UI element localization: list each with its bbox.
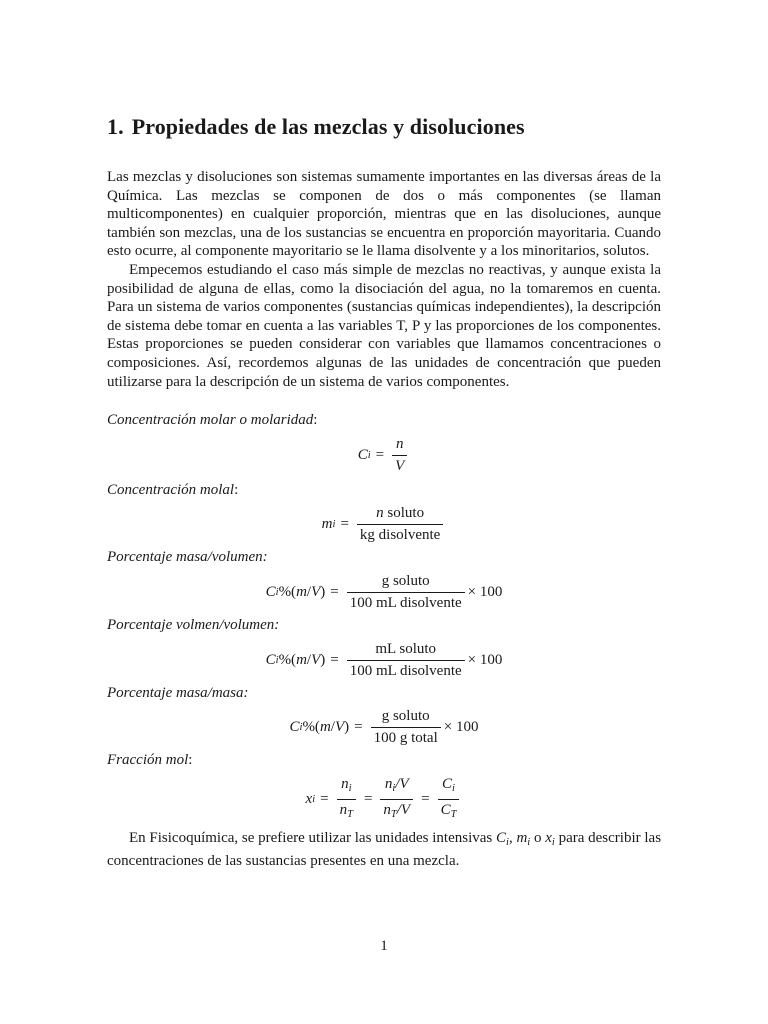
eq-symbol: m — [296, 583, 307, 600]
equation-molarity: C i = $\frac{n}{V}$ — [107, 436, 661, 475]
eq-subscript: i — [367, 449, 371, 461]
eq-symbol: x — [305, 790, 313, 807]
definition-label-mole-fraction — [107, 751, 661, 770]
fraction-denominator: V — [392, 455, 407, 475]
fraction-numerator: g soluto — [381, 708, 430, 725]
eq-text: ) — [344, 719, 350, 736]
eq-text: / — [306, 583, 312, 600]
eq-text: ) — [320, 651, 326, 668]
eq-symbol: m — [319, 719, 331, 736]
fraction — [347, 573, 465, 612]
fraction — [438, 776, 460, 823]
eq-subscript: i — [348, 782, 352, 794]
fraction-denominator — [380, 799, 413, 823]
eq-subscript: i — [275, 654, 279, 666]
eq-subscript: i — [275, 586, 279, 598]
eq-subscript: i — [551, 836, 555, 848]
definition-label-text: Fracción mol — [107, 752, 189, 769]
fraction — [337, 776, 356, 823]
eq-subscript: i — [452, 782, 455, 794]
fraction — [347, 641, 465, 680]
fraction-numerator: g soluto — [381, 572, 430, 589]
definition-label-text: Porcentaje masa/masa: — [107, 684, 249, 701]
eq-symbol: n — [384, 775, 393, 792]
eq-subscript: i — [299, 722, 303, 734]
eq-symbol: V — [334, 719, 345, 736]
eq-subscript: T — [450, 808, 457, 820]
fraction — [371, 708, 441, 747]
definition-label-volume-volume — [107, 616, 661, 635]
fraction — [392, 436, 407, 475]
equation-mass-mass: C i %( m / V ) = $\frac{\text{g soluto}}{\text{100 g total}}$ × 100 — [289, 708, 479, 747]
eq-symbol: C — [442, 775, 453, 792]
eq-text: ) — [320, 583, 326, 600]
eq-text: soluto — [383, 505, 425, 522]
fraction-denominator: kg disolvente — [357, 524, 443, 544]
eq-symbol: V — [311, 583, 321, 600]
fraction-numerator: mL soluto — [375, 640, 437, 657]
fraction-denominator: 100 g total — [371, 727, 441, 747]
definition-label-molarity — [107, 411, 661, 430]
equation-volume-volume: C i %( m / V ) = $\frac{\text{mL soluto}}{\text{100 mL disolvente}}$ × 100 — [265, 640, 503, 679]
eq-symbol: n — [376, 505, 384, 522]
section-number: 1. — [107, 114, 124, 139]
eq-symbol: x — [545, 829, 552, 846]
eq-text: /V — [396, 801, 411, 818]
fraction-numerator — [373, 505, 427, 524]
eq-text: / — [306, 651, 312, 668]
eq-text: / — [330, 719, 335, 736]
section-heading — [107, 112, 661, 142]
eq-symbol: C — [357, 446, 368, 463]
definition-label-colon: : — [234, 481, 239, 498]
eq-symbol: n — [339, 801, 348, 818]
paragraph-closing — [107, 829, 661, 871]
eq-subscript: i — [506, 836, 509, 848]
page-number: 1 — [380, 938, 388, 954]
eq-text: /V — [395, 775, 409, 792]
fraction-numerator — [382, 776, 412, 799]
eq-factor: × 100 — [467, 651, 503, 668]
eq-subscript: T — [347, 808, 353, 820]
closing-text: En Fisicoquímica, se prefiere utilizar las unidades intensivas — [129, 829, 496, 846]
fraction-denominator — [337, 799, 356, 823]
fraction-numerator — [338, 776, 354, 799]
fraction-denominator: 100 mL disolvente — [347, 592, 465, 612]
definition-label-molality — [107, 481, 661, 500]
eq-factor: × 100 — [467, 583, 503, 600]
definition-label-text: Concentración molal — [107, 481, 235, 498]
eq-symbol: C — [496, 829, 507, 846]
eq-symbol: C — [289, 719, 300, 736]
eq-symbol: n — [383, 801, 391, 818]
definition-label-text: Porcentaje masa/volumen: — [107, 549, 268, 566]
paragraph-intro: Las mezclas y disoluciones son sistemas sumamente importantes en las diversas áreas de la Química. Las mezclas se componen de dos o más componentes (se llaman multicomponentes) en cualquier proporción, mientras que en las disoluciones, aunque también son mezclas, una de los sustancias se encuentra en proporción mayoritaria. Cuando esto ocurre, al componente mayoritario se le llama disolvente y a los minoritarios, solutos. — [107, 169, 661, 260]
equation-mole-fraction: x i = $\frac{n_i}{n_T}$ = $\frac{n_i/V}{n_T/V}$ = $\frac{C_i}{C_T}$ — [107, 776, 661, 823]
equation-molality: m i = $\frac{\text{n soluto}}{\text{kg disolvente}}$ — [107, 505, 661, 544]
closing-text: , — [508, 829, 517, 846]
eq-text: %( — [302, 719, 320, 736]
eq-text: %( — [278, 583, 297, 600]
eq-symbol: V — [311, 651, 321, 668]
eq-factor: × 100 — [443, 719, 479, 736]
definition-label-text: Concentración molar o molaridad — [107, 412, 314, 429]
eq-symbol: C — [440, 801, 451, 818]
eq-subscript: i — [312, 793, 316, 805]
eq-symbol: C — [265, 583, 276, 600]
definition-label-text: Porcentaje volmen/volumen: — [107, 616, 280, 633]
fraction-numerator — [439, 776, 458, 799]
paragraph-components: Empecemos estudiando el caso más simple de mezclas no reactivas, y aunque exista la posibilidad de alguna de ellas, como la disociación del agua, no la tomaremos en cuenta. Para un sistema de varios componentes (sustancias químicas independientes), la descripción de sistema debe tomar en cuenta a las variables T, P y las proporciones de los componentes. Estas proporciones se pueden considerar con variables que llamamos concentraciones o composiciones. Así, recordemos algunas de las unidades de concentración que pueden utilizarse para la descripción de un sistema de varios componentes. — [107, 261, 661, 390]
page-content — [107, 112, 661, 871]
fraction — [357, 505, 443, 544]
eq-subscript: i — [392, 782, 396, 794]
eq-symbol: m — [321, 516, 333, 533]
eq-symbol: C — [265, 651, 276, 668]
fraction-denominator: 100 mL disolvente — [347, 660, 465, 680]
fraction — [380, 776, 413, 823]
section-title: Propiedades de las mezclas y disoluciones — [131, 114, 525, 139]
eq-subscript: i — [527, 836, 531, 848]
definition-label-mass-mass — [107, 684, 661, 703]
equation-mass-volume: C i %( m / V ) = $\frac{\text{g soluto}}{\text{100 mL disolvente}}$ × 100 — [265, 572, 503, 611]
eq-subscript: i — [332, 519, 336, 531]
eq-symbol: n — [341, 775, 349, 792]
eq-text: %( — [278, 651, 297, 668]
fraction-numerator: n — [395, 435, 404, 452]
definition-label-mass-volume — [107, 548, 661, 567]
fraction-denominator — [438, 799, 460, 823]
definition-label-colon: : — [188, 752, 193, 769]
eq-symbol: m — [516, 829, 528, 846]
eq-subscript: T — [390, 808, 397, 820]
closing-text: para describir las concentraciones de las sustancias presentes en una mezcla. — [107, 829, 662, 870]
closing-text: o — [530, 829, 546, 846]
definition-label-colon: : — [313, 412, 318, 429]
eq-symbol: m — [296, 651, 307, 668]
